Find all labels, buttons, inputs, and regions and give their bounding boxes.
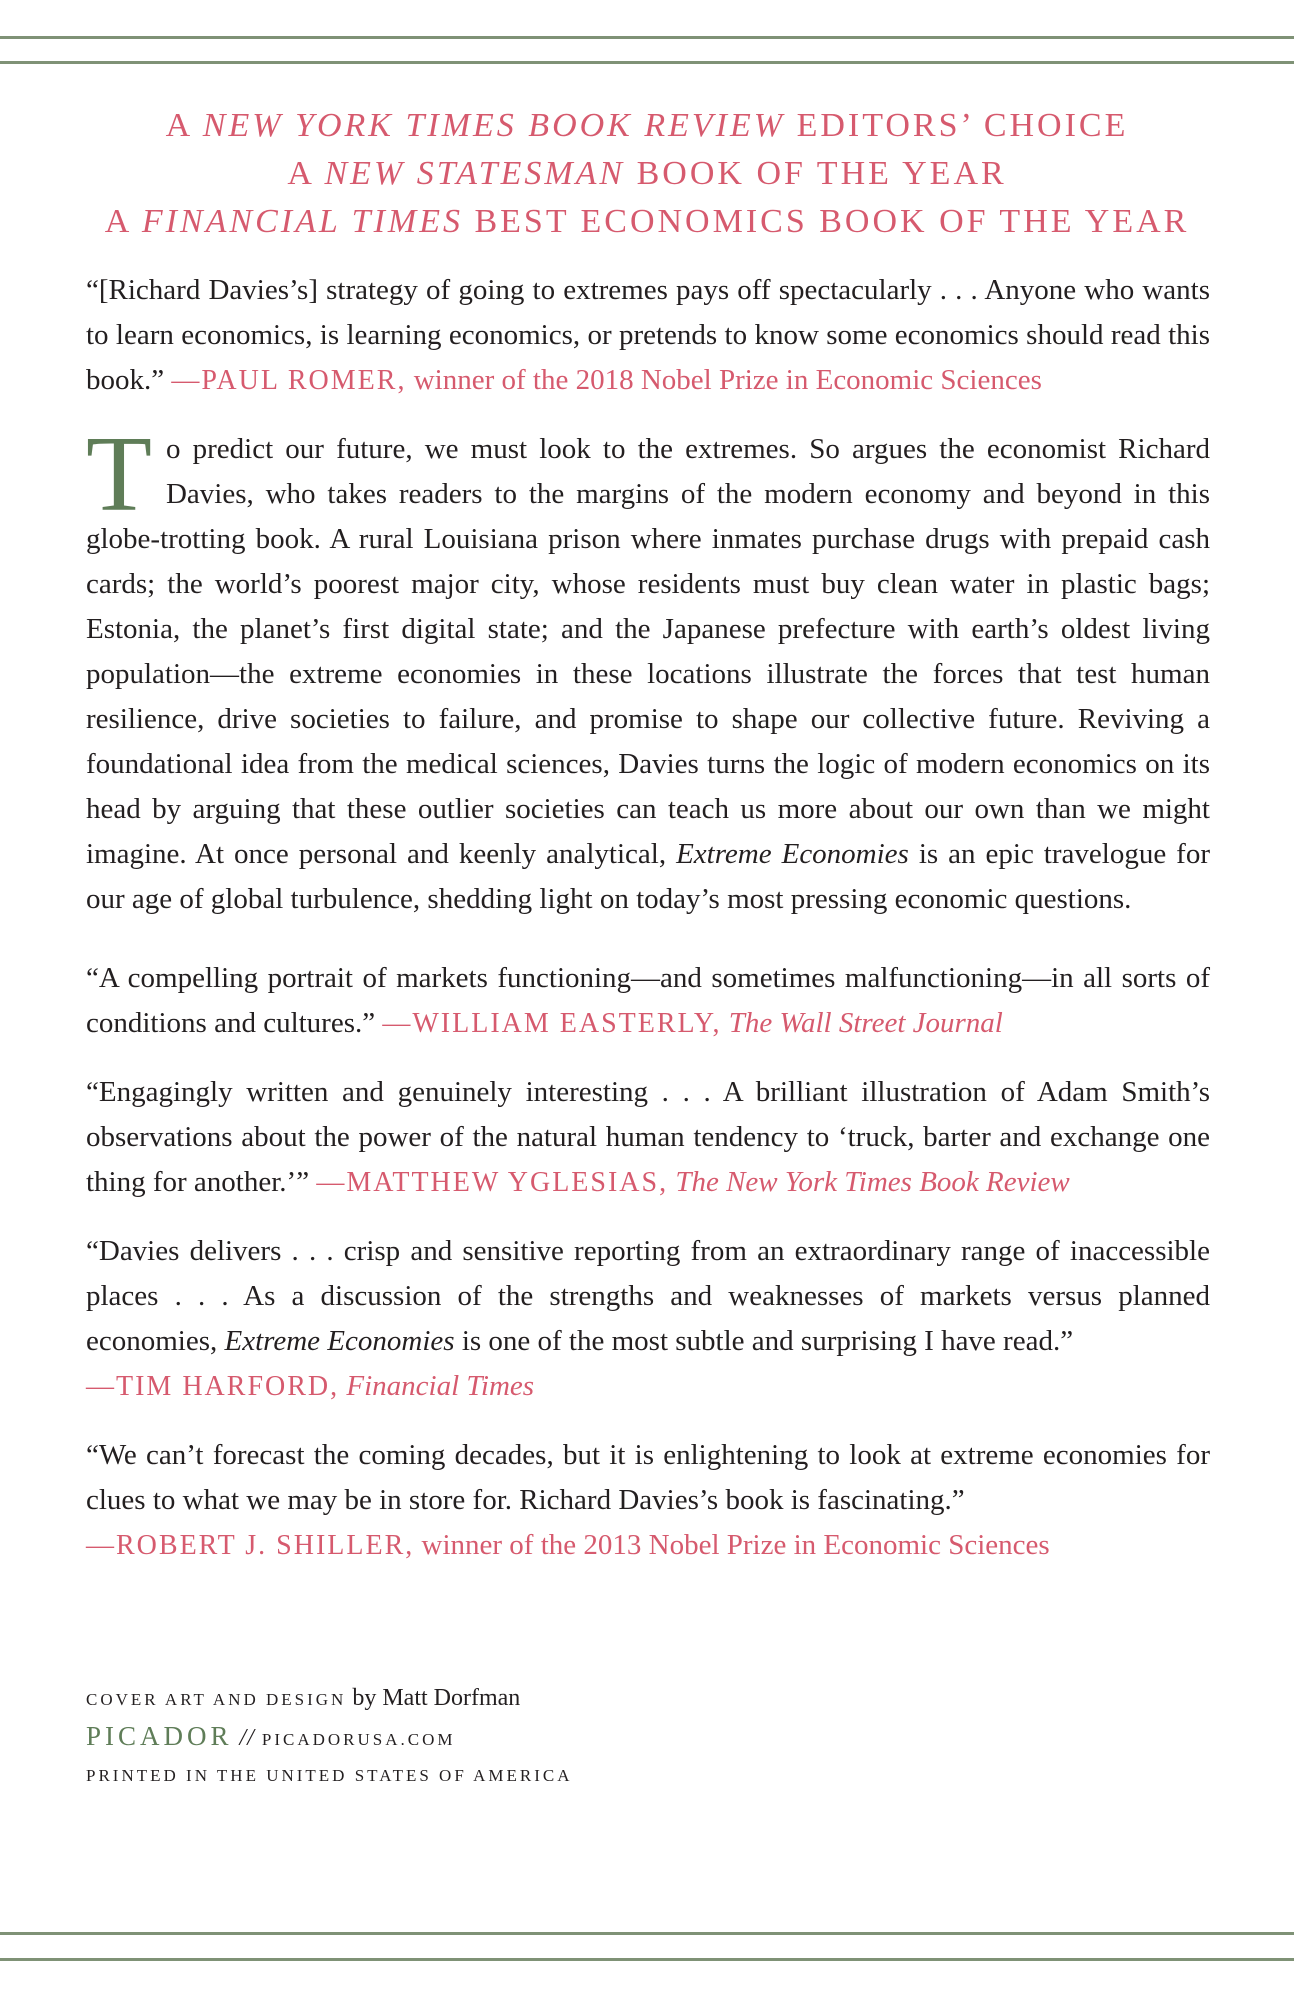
attribution — [86, 1370, 534, 1402]
publisher-website[interactable]: PICADORUSA.COM — [261, 1730, 456, 1749]
accolade-nytbr — [0, 102, 1294, 150]
quote-harford — [86, 1229, 1210, 1409]
quote-romer — [86, 268, 1210, 403]
attribution-source: Financial Times — [346, 1370, 535, 1402]
accolade-prefix: A — [165, 107, 203, 144]
quote-text: “We can’t forecast the coming decades, but it is enlightening to look at extreme economies for clues to what we may be in store for. Richard Davies’s book is fascinating.” — [86, 1439, 1210, 1516]
book-title: Extreme Economies — [676, 838, 909, 870]
accolade-award: EDITORS’ CHOICE — [785, 107, 1129, 144]
top-border-rule-2 — [0, 61, 1294, 64]
top-border-rule-1 — [0, 36, 1294, 39]
accolade-prefix: A — [104, 203, 142, 240]
publisher-name: PICADOR — [86, 1721, 233, 1751]
cover-credit-label: COVER ART AND DESIGN — [86, 1690, 347, 1709]
accolade-publication: FINANCIAL TIMES — [141, 203, 463, 240]
attribution — [316, 1166, 1069, 1198]
quote-text-end: is one of the most subtle and surprising I have read.” — [454, 1325, 1074, 1357]
attribution-source: The Wall Street Journal — [728, 1007, 1003, 1039]
attribution-detail: winner of the 2018 Nobel Prize in Economic Sciences — [406, 364, 1042, 396]
publisher-line — [86, 1718, 573, 1758]
description-text: o predict our future, we must look to the extremes. So argues the economist Richard Davies, who takes readers to the margins of the modern economy and beyond in this globe-trotting book. A rural Louisiana prison where inmates purchase drugs with prepaid cash cards; the world’s poorest major city, whose residents must buy clean water in plastic bags; Estonia, the planet’s first digital state; and the Japanese prefecture with earth’s oldest living population—the extreme economies in these locations illustrate the forces that test human resilience, drive societies to failure, and promise to shape our collective future. Reviving a foundational idea from the medical sciences, Davies turns the logic of modern economics on its head by arguing that these outlier societies can teach us more about our own than we might imagine. At once personal and keenly analytical, — [86, 433, 1210, 870]
drop-cap: T — [86, 415, 152, 534]
attribution-name: —PAUL ROMER, — [171, 365, 407, 396]
quote-yglesias — [86, 1070, 1210, 1205]
accolade-publication: NEW STATESMAN — [324, 155, 626, 192]
bottom-border-rule-1 — [0, 1932, 1294, 1935]
quote-shiller — [86, 1433, 1210, 1568]
quote-easterly — [86, 956, 1210, 1046]
accolade-prefix: A — [287, 155, 325, 192]
attribution-source: The New York Times Book Review — [675, 1166, 1070, 1198]
attribution — [171, 364, 1042, 396]
printed-in: PRINTED IN THE UNITED STATES OF AMERICA — [86, 1766, 573, 1785]
attribution-name: —MATTHEW YGLESIAS, — [316, 1167, 669, 1198]
quote-text: “[Richard Davies’s] strategy of going to extremes pays off spectacularly . . . Anyone who wants to learn economics, is learning economics, or pretends to know some economics should read this book.” — [86, 274, 1210, 396]
credits — [86, 1680, 573, 1794]
book-description — [86, 415, 1210, 922]
attribution-name: —ROBERT J. SHILLER, — [86, 1530, 415, 1561]
attribution-detail: winner of the 2013 Nobel Prize in Economic Sciences — [414, 1529, 1050, 1561]
description-text-end: is an epic travelogue for our age of global turbulence, shedding light on today’s most pressing economic questions. — [86, 838, 1210, 915]
cover-credit — [86, 1680, 573, 1718]
accolade-publication: NEW YORK TIMES BOOK REVIEW — [202, 107, 786, 144]
attribution — [86, 1529, 1050, 1561]
cover-designer: by Matt Dorfman — [346, 1685, 521, 1711]
attribution — [382, 1007, 1002, 1039]
back-cover-content — [86, 268, 1210, 1592]
separator: // — [232, 1725, 262, 1751]
accolade-award: BEST ECONOMICS BOOK OF THE YEAR — [462, 203, 1190, 240]
bottom-border-rule-2 — [0, 1958, 1294, 1961]
attribution-name: —WILLIAM EASTERLY, — [382, 1008, 722, 1039]
accolade-financial-times — [0, 198, 1294, 246]
accolade-award: BOOK OF THE YEAR — [625, 155, 1007, 192]
quote-text: “Davies delivers . . . crisp and sensitive reporting from an extraordinary range of inaccessible places . . . As a discussion of the strengths and weaknesses of markets versus planned economies, — [86, 1235, 1210, 1357]
quote-text: “Engagingly written and genuinely interesting . . . A brilliant illustration of Adam Smith’s observations about the power of the natural human tendency to ‘truck, barter and exchange one thing for another.’” — [86, 1076, 1210, 1198]
attribution-name: —TIM HARFORD, — [86, 1371, 340, 1402]
quote-text: “A compelling portrait of markets functioning—and sometimes malfunctioning—in all sorts of conditions and cultures.” — [86, 962, 1210, 1039]
accolade-new-statesman — [0, 150, 1294, 198]
accolades — [0, 102, 1294, 246]
book-title: Extreme Economies — [224, 1325, 455, 1357]
